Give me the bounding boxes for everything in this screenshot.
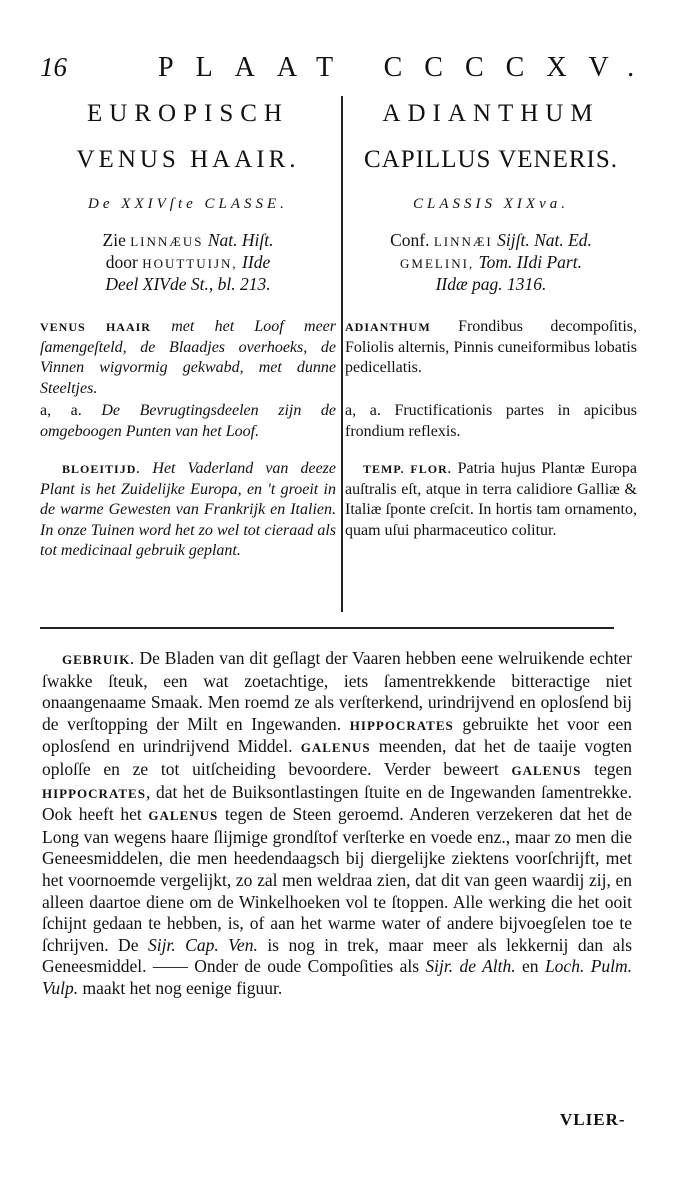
latin-desc2-label: a, a. bbox=[345, 402, 381, 419]
right-description bbox=[345, 317, 637, 379]
right-title-line1: ADIANTHUM bbox=[382, 100, 600, 127]
latin-desc2-text: Fructificationis partes in apicibus frondium reflexis. bbox=[345, 402, 638, 440]
desc2-label: a, a. bbox=[40, 402, 82, 419]
right-reference bbox=[345, 230, 637, 295]
section-rule bbox=[40, 627, 614, 629]
gebruik-text-e: , dat het de Buiksontlastingen ſtuite en de Ingewanden ſamentrekke. Ook heeft het bbox=[42, 781, 632, 825]
ref-iide: IIde bbox=[242, 252, 271, 272]
left-title-line2: VENUS HAAIR. bbox=[76, 146, 300, 173]
column-divider bbox=[341, 96, 343, 612]
ref-nat-hist: Nat. Hiſt. bbox=[207, 230, 274, 250]
bloeitijd-text: Het Vaderland van deeze Plant is het Zuidelijke Europa, en 't groeit in de warme Gewesten van Frankrijk en Italien. In onze Tuinen word het zo wel tot cieraad als tot medicinaal gebruik geplant. bbox=[40, 460, 336, 559]
left-class-line: De XXIVſte CLASSE. bbox=[88, 196, 288, 212]
gebruik-text-g: is nog in trek, maar meer als lekkernij dan als Geneesmiddel. —— Onder de oude Compoſities als bbox=[42, 934, 633, 977]
ref-door: door bbox=[105, 252, 138, 272]
latin-desc-text: Frondibus decompoſitis, Foliolis alternis, Pinnis cuneiformibus lobatis pedicellatis. bbox=[345, 318, 637, 376]
right-temp-flor bbox=[345, 459, 637, 541]
sijr-cap-ven: Sijr. Cap. Ven. bbox=[147, 934, 258, 955]
ref-houttuijn: HOUTTUIJN, bbox=[142, 256, 238, 271]
temp-flor-label: TEMP. FLOR. bbox=[363, 462, 452, 476]
gebruik-text-b: gebruikte het voor een oplosſend en urindrijvend Middel. bbox=[42, 713, 633, 757]
catchword: VLIER- bbox=[560, 1110, 626, 1129]
left-description bbox=[40, 317, 336, 399]
right-title-line2: CAPILLUS VENERIS. bbox=[363, 146, 619, 173]
gebruik-text-f: tegen de Steen geroemd. Anderen verzekeren dat het de Long van wegens haare ſlijmige grondſtof verſterke en voede enz., maar zo men die Geneesmiddelen, die men heedendaagsch bij diergelijke ziektens voorſchrijft, met het voornoemde vergelijkt, zo zal men weldraa zien, dat dit van geen waardij zij, en alleen daartoe diene om de Winkelhoeken vol te ſtoppen. Alle werking die het ooit ſchijnt gedaan te hebben, is, of aan het warme water of andere bijvoegſelen toe te ſchrijven. De bbox=[42, 804, 632, 955]
left-reference bbox=[40, 230, 336, 295]
ref-gmelini: GMELINI, bbox=[400, 256, 475, 271]
temp-flor-text: Patria hujus Plantæ Europa auſtralis eſt, atque in terra calidiore Galliæ & Italiæ ſponte creſcit. In hortis tam ornamento, quam uſui pharmaceutico colitur. bbox=[345, 460, 637, 539]
ref-zie: Zie bbox=[102, 230, 126, 250]
bloeitijd-label: BLOEITIJD. bbox=[62, 462, 141, 476]
loch-pulm-vulp: Loch. Pulm. Vulp. bbox=[42, 956, 633, 998]
left-description-2 bbox=[40, 401, 336, 442]
left-title-line1: EUROPISCH bbox=[87, 100, 289, 127]
name-hippocrates: HIPPOCRATES bbox=[349, 717, 454, 733]
ref-linnaei: LINNÆI bbox=[433, 234, 493, 249]
desc2-text: De Bevrugtingsdeelen zijn de omgeboogen Punten van het Loof. bbox=[40, 402, 337, 440]
plate-title: PLAAT CCCCXV. bbox=[158, 52, 657, 83]
ref-sijst-nat: Sijſt. Nat. Ed. bbox=[497, 230, 592, 250]
name-galenus-3: GALENUS bbox=[148, 808, 219, 824]
ref-linnaeus: LINNÆUS bbox=[130, 234, 204, 249]
gebruik-label: GEBRUIK. bbox=[62, 652, 135, 667]
left-bloeitijd bbox=[40, 459, 336, 562]
latin-desc-label: ADIANTHUM bbox=[345, 320, 431, 334]
ref-conf: Conf. bbox=[390, 230, 430, 250]
ref-tom: Tom. IIdi Part. bbox=[478, 252, 582, 272]
name-hippocrates-2: HIPPOCRATES bbox=[42, 785, 146, 801]
gebruik-text-c: meenden, dat het de taaije vogten oploſſe en ze tot uitſcheiding bevoordere. Verder beweert bbox=[42, 736, 633, 779]
right-description-2 bbox=[345, 401, 637, 442]
name-galenus: GALENUS bbox=[300, 740, 371, 756]
gebruik-paragraph bbox=[42, 648, 632, 1000]
desc-text: met het Loof meer ſamengeſteld, de Blaadjes overhoeks, de Vinnen wigvormig gekwabd, met dunne Steeltjes. bbox=[40, 318, 336, 397]
ref-deel: Deel XIVde St., bl. 213. bbox=[105, 274, 271, 294]
page-number: 16 bbox=[40, 52, 67, 82]
name-galenus-2: GALENUS bbox=[511, 762, 582, 778]
gebruik-text-h: en bbox=[522, 956, 539, 977]
ref-pag: IIdæ pag. 1316. bbox=[435, 274, 547, 294]
desc-label: VENUS HAAIR bbox=[40, 320, 151, 334]
sijr-de-alth: Sijr. de Alth. bbox=[425, 956, 516, 977]
gebruik-text-i: maakt het nog eenige figuur. bbox=[82, 977, 283, 998]
gebruik-text-d: tegen bbox=[594, 758, 632, 779]
gebruik-text-a: De Bladen van dit geſlagt der Vaaren hebben eene welruikende echter ſwakke ſteuk, een wat zoetachtige, iets ſamentrekkende bitteractige niet onaangenaame Smaak. Men roemd ze als verſterkend, urindrijvend en oplosſend bij de verſtopping der Milt en Ingewanden. bbox=[42, 648, 633, 734]
right-class-line: CLASSIS XIXva. bbox=[413, 196, 569, 212]
